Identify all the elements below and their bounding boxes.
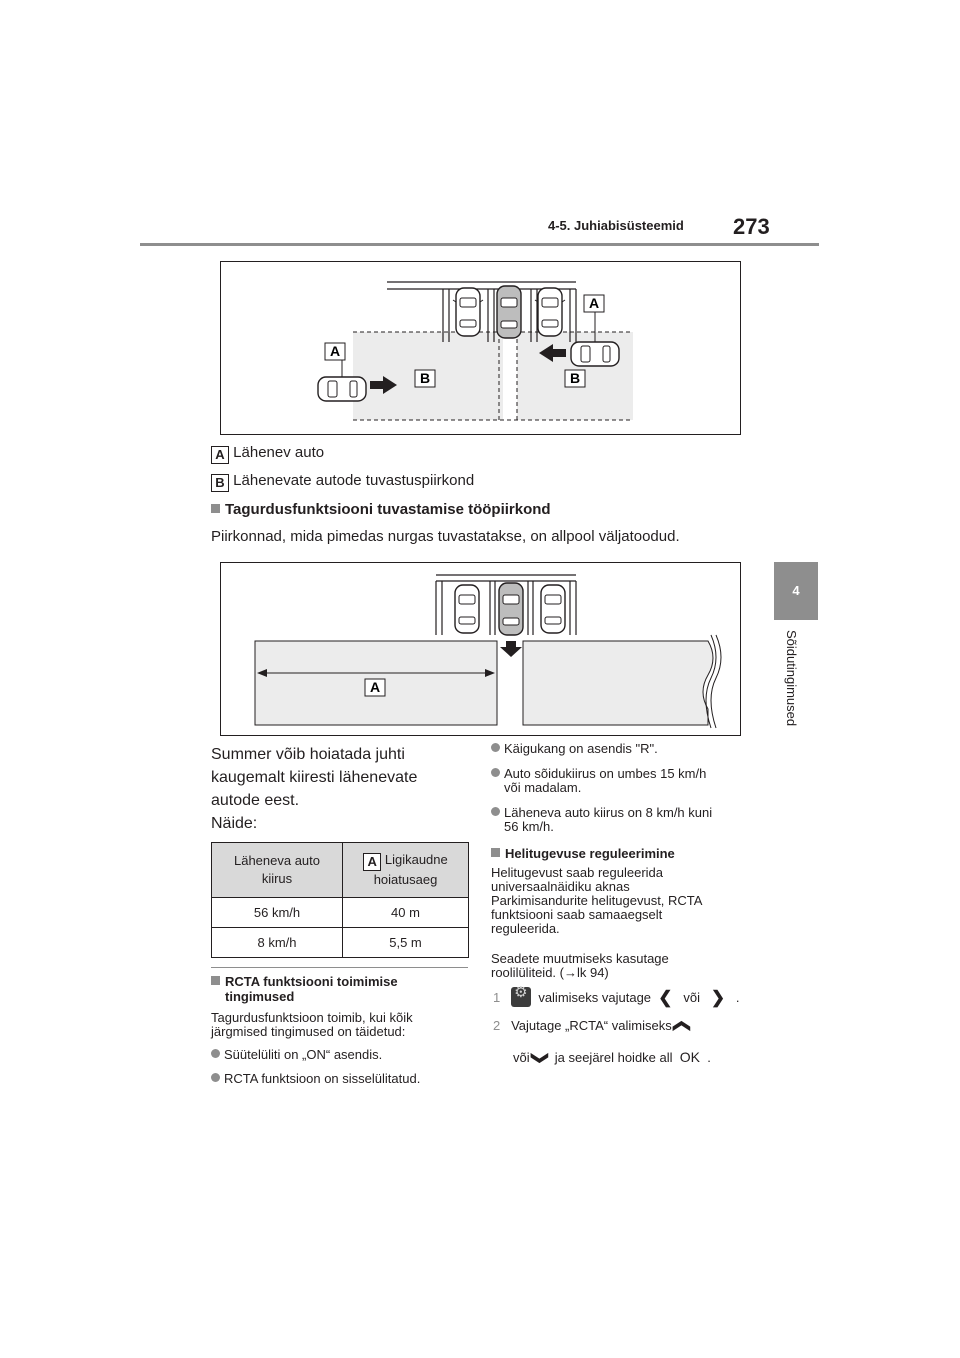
condition-bullet xyxy=(491,806,712,834)
rcta-heading xyxy=(211,974,398,1004)
condition-text: Auto sõidukiirus on umbes 15 km/h xyxy=(504,766,707,781)
step-text: Vajutage „RCTA“ valimiseks xyxy=(511,1018,672,1033)
example-label: Näide: xyxy=(211,815,258,832)
approaching-car-left xyxy=(318,377,366,401)
chevron-right-icon: ❯ xyxy=(710,988,726,1007)
section-heading-text: Tagurdusfunktsiooni tuvastamise tööpiirkond xyxy=(225,501,551,518)
label-a-left: A xyxy=(329,343,341,359)
parked-car xyxy=(535,288,565,336)
range-zone-right xyxy=(523,641,713,725)
header-line: Ligikaudne xyxy=(384,852,448,867)
arrow-down-icon xyxy=(500,641,522,657)
step-2 xyxy=(493,1018,693,1034)
table-header-speed xyxy=(212,843,343,898)
legend-a-text: Lähenev auto xyxy=(233,444,325,461)
table-cell-speed: 56 km/h xyxy=(212,898,343,928)
heading-square-icon xyxy=(211,976,220,985)
chevron-left-icon: ❮ xyxy=(658,988,673,1007)
volume-line: Helitugevust saab reguleerida xyxy=(491,865,663,880)
chapter-side-label xyxy=(784,630,804,750)
table-cell-time: 5,5 m xyxy=(343,928,469,958)
table-cell-speed: 8 km/h xyxy=(212,928,343,958)
step-text: . xyxy=(735,990,740,1005)
condition-text: Läheneva auto kiirus on 8 km/h kuni xyxy=(504,805,713,820)
volume-line: Parkimisandurite helitugevust, RCTA xyxy=(491,893,703,908)
warning-paragraph xyxy=(211,743,417,812)
warning-line: kaugemalt kiiresti lähenevate xyxy=(211,769,418,786)
header-line: kiirus xyxy=(261,871,293,886)
warning-time-table xyxy=(211,842,469,958)
detection-range-figure xyxy=(220,562,741,736)
table-row xyxy=(212,898,469,928)
range-label-a: A xyxy=(369,679,381,695)
page-number: 273 xyxy=(733,214,770,239)
volume-text xyxy=(491,866,702,936)
heading-square-icon xyxy=(211,504,220,513)
section-title: 4-5. Juhiabisüsteemid xyxy=(548,218,684,233)
rcta-text-line: järgmised tingimused on täidetud: xyxy=(211,1024,406,1039)
legend-b xyxy=(211,472,474,492)
bullet-dot-icon xyxy=(491,743,500,752)
approaching-car-right xyxy=(571,342,619,366)
condition-bullet xyxy=(491,742,658,756)
step-text: või xyxy=(683,990,700,1005)
chevron-up-icon: ❮ xyxy=(673,1018,693,1034)
detection-area-illustration xyxy=(221,262,740,434)
section-divider xyxy=(211,967,468,968)
condition-bullet xyxy=(491,767,706,795)
step-2-continued xyxy=(513,1050,711,1065)
label-b-left: B xyxy=(419,370,431,386)
settings-line: Seadete muutmiseks kasutage xyxy=(491,951,669,966)
parked-car xyxy=(453,288,483,336)
volume-line: funktsiooni saab samaaegselt xyxy=(491,907,663,922)
table-header-time xyxy=(343,843,469,898)
step-1 xyxy=(493,987,740,1007)
legend-a xyxy=(211,444,324,464)
rcta-heading-line: tingimused xyxy=(225,989,295,1004)
heading-square-icon xyxy=(491,848,500,857)
parked-car xyxy=(541,585,565,633)
chapter-tab: 4 xyxy=(774,562,818,620)
condition-text: või madalam. xyxy=(504,780,582,795)
step-text: . xyxy=(707,1050,711,1065)
own-car xyxy=(499,583,523,635)
detection-area-figure xyxy=(220,261,741,435)
header-line: hoiatusaeg xyxy=(373,872,438,887)
volume-heading-text: Helitugevuse reguleerimine xyxy=(505,846,675,861)
settings-text xyxy=(491,952,669,980)
condition-text: Käigukang on asendis "R". xyxy=(504,741,658,756)
legend-a-box: A xyxy=(211,446,229,464)
settings-gear-icon xyxy=(511,987,531,1007)
label-a-right: A xyxy=(588,295,600,311)
condition-bullet xyxy=(211,1048,382,1062)
step-text: valimiseks vajutage xyxy=(538,990,652,1005)
warning-line: autode eest. xyxy=(211,792,300,809)
section-heading xyxy=(211,501,551,518)
parked-car xyxy=(455,585,479,633)
volume-heading xyxy=(491,846,675,861)
step-number: 2 xyxy=(493,1018,501,1033)
table-row xyxy=(212,928,469,958)
volume-line: universaalnäidiku aknas xyxy=(491,879,630,894)
legend-b-box: B xyxy=(211,474,229,492)
warning-line: Summer võib hoiatada juhti xyxy=(211,746,405,763)
condition-bullet xyxy=(211,1072,420,1086)
step-number: 1 xyxy=(493,990,501,1005)
header-rule xyxy=(140,243,819,246)
volume-line: reguleerida. xyxy=(491,921,560,936)
settings-line: roolilüliteid. (→lk 94) xyxy=(491,965,609,980)
table-header-row xyxy=(212,843,469,898)
ok-button-label: OK xyxy=(679,1049,700,1065)
bullet-dot-icon xyxy=(491,768,500,777)
step-text: või xyxy=(513,1050,530,1065)
table-cell-time: 40 m xyxy=(343,898,469,928)
rcta-conditions-text xyxy=(211,1011,413,1039)
step-text: ja seejärel hoidke all xyxy=(554,1050,673,1065)
rcta-text-line: Tagurdusfunktsioon toimib, kui kõik xyxy=(211,1010,413,1025)
condition-text: Süütelüliti on „ON“ asendis. xyxy=(224,1047,383,1062)
chevron-down-icon: ❯ xyxy=(531,1050,551,1066)
label-b-right: B xyxy=(569,370,581,386)
section-intro: Piirkonnad, mida pimedas nurgas tuvastatakse, on allpool väljatoodud. xyxy=(211,528,680,545)
bullet-dot-icon xyxy=(491,807,500,816)
chapter-title: Sõidutingimused xyxy=(784,630,799,727)
bullet-dot-icon xyxy=(211,1073,220,1082)
own-car xyxy=(497,286,521,338)
header-line: Läheneva auto xyxy=(233,853,321,868)
condition-text: 56 km/h. xyxy=(504,819,554,834)
header-a-box: A xyxy=(363,853,381,871)
condition-text: RCTA funktsioon on sisselülitatud. xyxy=(224,1071,421,1086)
bullet-dot-icon xyxy=(211,1049,220,1058)
detection-range-illustration xyxy=(221,563,740,735)
rcta-heading-line: RCTA funktsiooni toimimise xyxy=(225,974,398,989)
legend-b-text: Lähenevate autode tuvastuspiirkond xyxy=(233,472,475,489)
